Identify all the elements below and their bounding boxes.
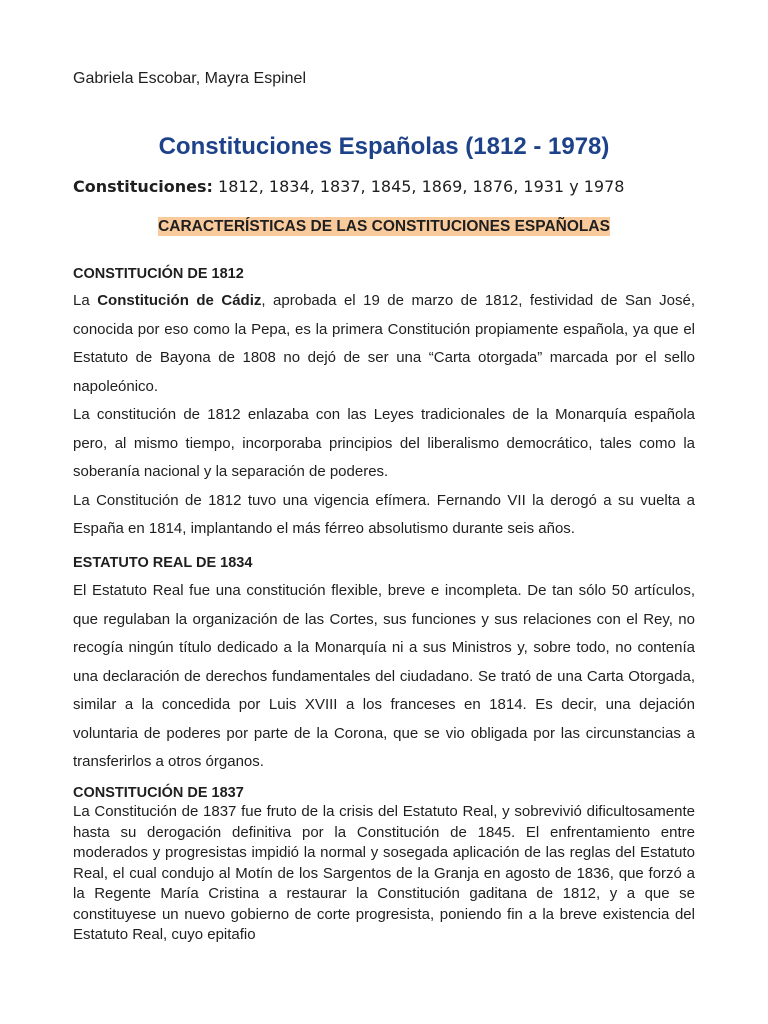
section-heading: ESTATUTO REAL DE 1834 xyxy=(73,555,253,571)
section-heading: CONSTITUCIÓN DE 1812 xyxy=(73,266,244,282)
paragraph: La Constitución de 1812 tuvo una vigencia efímera. Fernando VII la derogó a su vuelta a España en 1814, implantando el más férreo absolutismo durante seis años. xyxy=(73,491,695,537)
authors: Gabriela Escobar, Mayra Espinel xyxy=(73,70,306,87)
paragraph: La Constitución de 1837 fue fruto de la crisis del Estatuto Real, y sobrevivió dificultosamente hasta su derogación definitiva por la Constitución de 1845. El enfrentamiento entre moderados y progresistas impidió la normal y sosegada aplicación de las reglas del Estatuto Real, el cual condujo al Motín de los Sargentos de la Granja en agosto de 1836, que forzó a la Regente María Cristina a restaurar la Constitución gaditana de 1812, y a que se constituyese un nuevo gobierno de corte progresista, poniendo fin a la breve existencia del Estatuto Real, cuyo epitafio xyxy=(73,803,695,943)
section-heading: CONSTITUCIÓN DE 1837 xyxy=(73,785,244,801)
paragraph xyxy=(73,287,695,401)
section-banner xyxy=(0,218,768,236)
paragraph: El Estatuto Real fue una constitución flexible, breve e incompleta. De tan sólo 50 artículos, que regulaban la organización de las Cortes, sus funciones y sus relaciones con el Rey, no recogía ningún título dedicado a la Monarquía ni a sus Ministros y, sobre todo, no contenía una declaración de derechos fundamentales del ciudadano. Se trató de una Carta Otorgada, similar a la concedida por Luis XVIII a los franceses en 1814. Es decir, una dejación voluntaria de poderes por parte de la Corona, que se vio obligada por las circunstancias a transferirlos a otros órganos. xyxy=(73,582,695,770)
paragraph-text: La xyxy=(73,292,98,309)
constitutions-list: 1812, 1834, 1837, 1845, 1869, 1876, 1931 y 1978 xyxy=(212,177,625,196)
cadiz-bold: Constitución de Cádiz xyxy=(97,292,262,309)
paragraph: La constitución de 1812 enlazaba con las Leyes tradicionales de la Monarquía española pero, al mismo tiempo, incorporaba principios del liberalismo democrático, tales como la soberanía nacional y la separación de poderes. xyxy=(73,406,695,480)
section-title: CARACTERÍSTICAS DE LAS CONSTITUCIONES ESPAÑOLAS xyxy=(158,218,610,235)
section-1834 xyxy=(73,555,695,777)
constitutions-label: Constituciones: xyxy=(73,177,213,196)
document-title: Constituciones Españolas (1812 - 1978) xyxy=(158,133,610,160)
constitutions-summary xyxy=(73,177,624,196)
section-1812 xyxy=(73,266,695,544)
section-1837 xyxy=(73,785,695,946)
paragraph-text: , aprobada el 19 de marzo de 1812, festividad de San José, conocida por eso como la Pepa, es la primera Constitución propiamente española, ya que el Estatuto de Bayona de 1808 no dejó de ser una “Carta otorgada” marcada por el sello napoleónico. xyxy=(73,292,696,395)
